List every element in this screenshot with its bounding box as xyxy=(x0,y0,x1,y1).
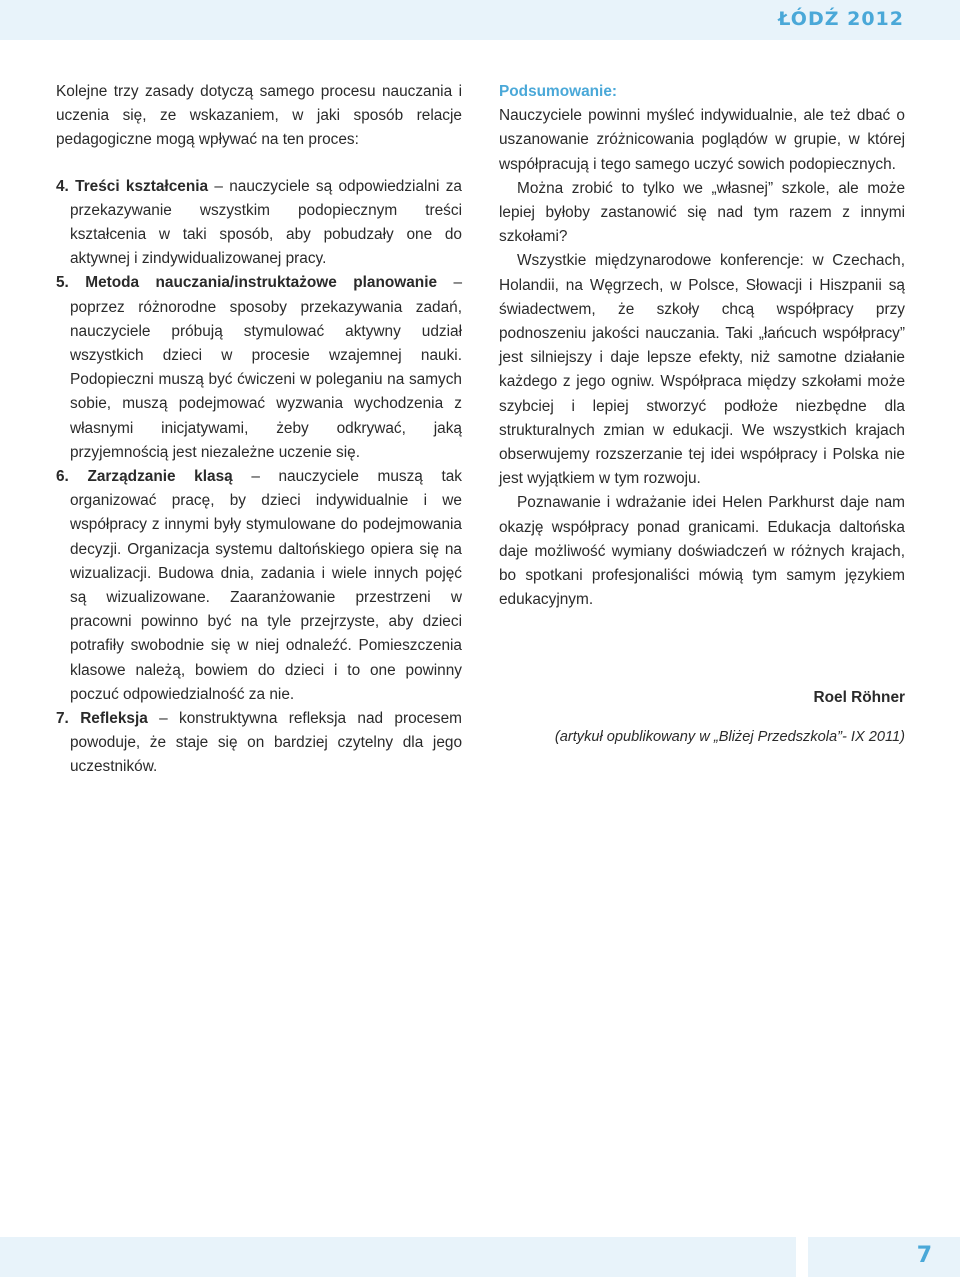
list-item xyxy=(56,175,462,272)
footer-band xyxy=(0,1237,796,1277)
list-item xyxy=(56,707,462,780)
item-number: 4. xyxy=(56,177,69,195)
summary-paragraph: Wszystkie międzynarodowe konferencje: w Czechach, Holandii, na Węgrzech, w Polsce, Słowacji i Hiszpanii są świadectwem, że szkoły chcą współpracy przy podnoszeniu jakości nauczania. Taki „łańcuch współpracy” jest silniejszy i daje lepsze efekty, niż samotne działanie każdego z jego ogniw. Współpraca między szkołami może szybciej i lepiej stworzyć podłoże niezbędne dla strukturalnych zmian w edukacji. We wszystkich krajach obserwujemy rozszerzanie tej idei współpracy i Polska nie jest wyjątkiem w tym rozwoju. xyxy=(499,252,905,488)
source-note: (artykuł opublikowany w „Bliżej Przedszkola”- IX 2011) xyxy=(554,728,905,745)
right-column xyxy=(499,80,905,749)
item-term: Metoda nauczania/instruktażowe planowanie xyxy=(85,274,438,292)
summary-paragraph: Poznawanie i wdrażanie idei Helen Parkhurst daje nam okazję współpracy ponad granicami. Edukacja daltońska daje możliwość wymiany doświadczeń w różnych krajach, bo spotkani profesjonaliści mówią tym samym językiem edukacyjnym. xyxy=(499,494,905,609)
list-item xyxy=(56,271,462,465)
summary-paragraph: Można zrobić to tylko we „własnej” szkole, ale może lepiej byłoby zastanowić się nad tym razem z innymi szkołami? xyxy=(499,179,905,246)
item-text: – konstruktywna refleksja nad procesem powoduje, że staje się on bardziej czytelny dla jego uczestników. xyxy=(70,710,462,776)
item-term: Zarządzanie klasą xyxy=(87,468,233,486)
header-band xyxy=(0,0,960,40)
intro-paragraph: Kolejne trzy zasady dotyczą samego procesu nauczania i uczenia się, ze wskazaniem, w jaki sposób relacje pedagogiczne mogą wpływać na ten proces: xyxy=(56,83,462,149)
page-number: 7 xyxy=(916,1243,932,1268)
item-number: 7. xyxy=(56,710,69,728)
author-name: Roel Röhner xyxy=(813,689,905,707)
item-text: – nauczyciele są odpowiedzialni za przekazywanie wszystkim podopiecznym treści kształcenia w taki sposób, aby pobudzały one do aktywnej i zindywidualizowanej pracy. xyxy=(70,177,462,268)
item-number: 5. xyxy=(56,274,69,292)
summary-paragraph: Nauczyciele powinni myśleć indywidualnie, ale też dbać o uszanowanie zróżnicowania poglądów w grupie, w której współpracują i tego samego uczyć sowich podopiecznych. xyxy=(499,107,905,173)
header-title: ŁÓDŹ 2012 xyxy=(778,8,904,30)
item-term: Refleksja xyxy=(80,710,148,728)
item-term: Treści kształcenia xyxy=(75,177,209,195)
list-item xyxy=(56,465,462,707)
item-text: – nauczyciele muszą tak organizować pracę, by dzieci indywidualnie i we współpracy z innymi były stymulowane do podejmowania decyzji. Organizacja systemu daltońskiego opiera się na wizualizacji. Budowa dnia, zadania i wiele innych pojęć są wizualizowane. Zaaranżowanie przestrzeni w pracowni powinno być na tyle przejrzyste, aby dzieci potrafiły swobodnie się w niej odnaleźć. Pomieszczenia klasowe należą, bowiem do dzieci i to one powinny poczuć odpowiedzialność za nie. xyxy=(70,468,462,703)
left-column xyxy=(56,80,462,780)
item-number: 6. xyxy=(56,468,69,486)
item-text: – poprzez różnorodne sposoby przekazywania zadań, nauczyciele próbują stymulować aktywny udział wszystkich dzieci w procesie wzajemnej nauki. Podopieczni muszą być ćwiczeni w poleganiu na samych sobie, muszą podejmować wyzwania wychodzenia z własnymi inicjatywami, żeby odkrywać, jaką przyjemnością jest niezależne uczenie się. xyxy=(70,274,463,461)
page-number-box xyxy=(808,1237,960,1277)
summary-heading: Podsumowanie: xyxy=(499,83,618,100)
